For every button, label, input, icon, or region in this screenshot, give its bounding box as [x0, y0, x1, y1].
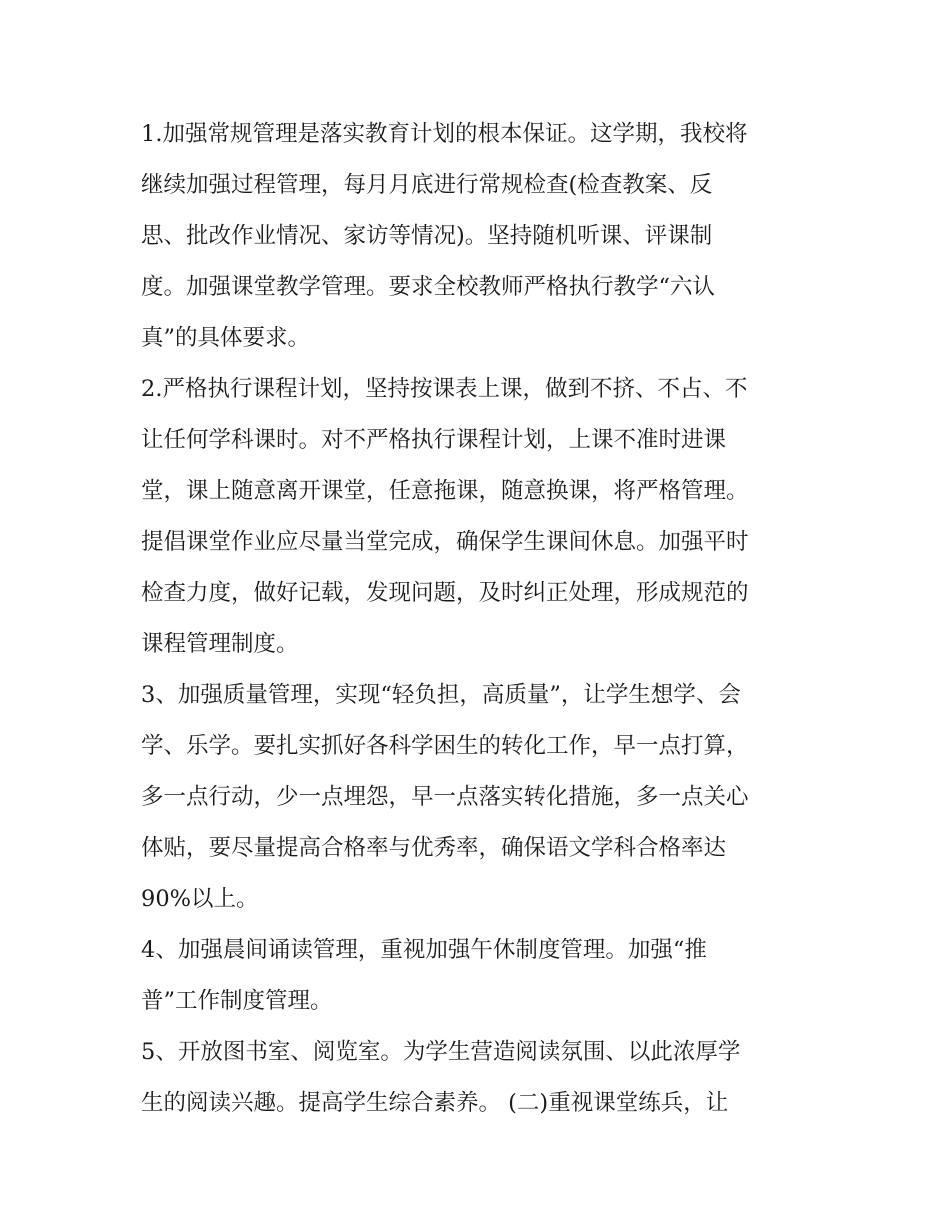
text-line: 课程管理制度。	[141, 631, 299, 657]
text-line: 90%以上。	[141, 886, 259, 912]
text-line: 检查力度，做好记载，发现问题，及时纠正处理，形成规范的	[141, 580, 749, 606]
text-line: 生的阅读兴趣。提高学生综合素养。 (二)重视课堂练兵，让	[141, 1090, 729, 1116]
text-line: 1.加强常规管理是落实教育计划的根本保证。这学期，我校将	[141, 121, 748, 147]
text-line: 体贴，要尽量提高合格率与优秀率，确保语文学科合格率达	[141, 835, 727, 861]
text-line: 真”的具体要求。	[141, 325, 311, 351]
text-line: 提倡课堂作业应尽量当堂完成，确保学生课间休息。加强平时	[141, 529, 749, 555]
text-line: 5、开放图书室、阅览室。为学生营造阅读氛围、以此浓厚学	[141, 1039, 741, 1065]
document-body	[141, 109, 821, 1129]
text-line: 堂，课上随意离开课堂，任意拖课，随意换课，将严格管理。	[141, 478, 749, 504]
text-line: 2.严格执行课程计划，坚持按课表上课，做到不挤、不占、不	[141, 376, 748, 402]
text-line: 让任何学科课时。对不严格执行课程计划，上课不准时进课	[141, 427, 727, 453]
text-line: 3、加强质量管理，实现“轻负担，高质量”，让学生想学、会	[141, 682, 741, 708]
text-line: 思、批改作业情况、家访等情况)。坚持随机听课、评课制	[141, 223, 713, 249]
text-line: 度。加强课堂教学管理。要求全校教师严格执行教学“六认	[141, 274, 716, 300]
text-line: 继续加强过程管理，每月月底进行常规检查(检查教案、反	[141, 172, 713, 198]
text-line: 4、加强晨间诵读管理，重视加强午休制度管理。加强“推	[141, 937, 707, 963]
text-line: 多一点行动，少一点埋怨，早一点落实转化措施，多一点关心	[141, 784, 749, 810]
text-line: 普”工作制度管理。	[141, 988, 333, 1014]
text-line: 学、乐学。要扎实抓好各科学困生的转化工作，早一点打算，	[141, 733, 749, 759]
